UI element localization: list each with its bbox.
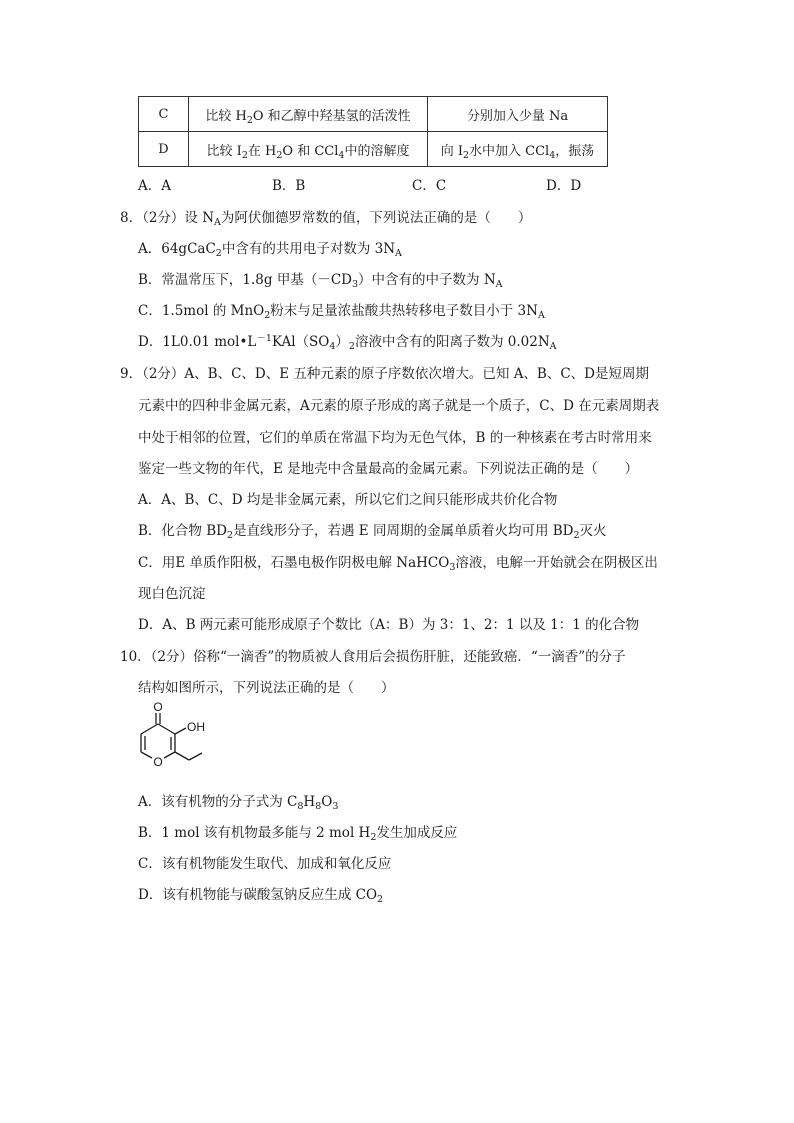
q8-option-c: C．1.5mol 的 MnO$_2$粉末与足量浓盐酸共热转移电子数目小于 $3N_A$ xyxy=(138,303,545,321)
q9-stem-line: 9．（2分）A、B、C、D、E 五种元素的原子序数依次增大。已知 A、B、C、D是短周期 xyxy=(120,366,650,382)
maltol-structure-diagram xyxy=(138,700,228,780)
table-row xyxy=(139,132,608,167)
q10-option-b: B．1 mol 该有机物最多能与 2 mol $H_2$发生加成反应 xyxy=(138,825,458,843)
choice-b: B．B xyxy=(272,178,306,194)
q9-stem-line: 鉴定一些文物的年代，E 是地壳中含量最高的金属元素。下列说法正确的是（ ） xyxy=(138,461,639,477)
row-id: D xyxy=(139,132,189,167)
q8-option-b: B．常温常压下，1.8g 甲基$(-CD_3)$中含有的中子数为 $N_A$ xyxy=(138,272,503,290)
table-row xyxy=(139,97,608,132)
q9-option-c-cont: 现白色沉淀 xyxy=(138,586,206,602)
q9-option-b: B．化合物 $BD_2$是直线形分子，若遇 E 同周期的金属单质着火均可用 $BD_2$灭火 xyxy=(138,523,607,541)
q9-option-d: D．A、B 两元素可能形成原子个数比（A：B）为 3：1、2：1 以及 1：1 的化合物 xyxy=(138,617,640,633)
q8-stem: 8．（2分）设 $N_A$为阿伏伽德罗常数的值，下列说法正确的是（ ） xyxy=(120,210,532,228)
q9-option-c: C．用E 单质作阳极，石墨电极作阴极电解 NaHCO$_3$溶液，电解一开始就会在阴极区出 xyxy=(138,555,658,573)
experiment-purpose: 比较 $H_2O$ 和乙醇中羟基氢的活泼性 xyxy=(189,97,428,132)
q10-stem-line: 结构如图所示，下列说法正确的是（ ） xyxy=(138,680,395,696)
q9-stem-line: 中处于相邻的位置，它们的单质在常温下均为无色气体，B 的一种核素在考古时常用来 xyxy=(138,430,652,446)
experiment-operation: 分别加入少量 Na xyxy=(428,97,608,132)
experiment-operation: 向 $I_2$水中加入 CCl$_4$，振荡 xyxy=(428,132,608,167)
q10-option-a: A．该有机物的分子式为 $C_8H_8O_3$ xyxy=(138,794,339,812)
q8-option-a: A．64gCaC$_2$中含有的共用电子对数为 $3N_A$ xyxy=(138,241,402,259)
q10-stem-line: 10．（2分）俗称“一滴香”的物质被人食用后会损伤肝脏，还能致癌．“一滴香”的分子 xyxy=(120,649,626,665)
choice-d: D．D xyxy=(546,178,582,194)
carbonyl-oxygen-label: O xyxy=(153,700,163,714)
q9-stem-line: 元素中的四种非金属元素，A元素的原子形成的离子就是一个质子，C、D 在元素周期表 xyxy=(138,398,660,414)
q10-option-c: C．该有机物能发生取代、加成和氧化反应 xyxy=(138,856,392,872)
row-id: C xyxy=(139,97,189,132)
hydroxyl-label: OH xyxy=(187,720,205,734)
q10-option-d: D．该有机物能与碳酸氢钠反应生成 $CO_2$ xyxy=(138,887,384,905)
experiment-purpose: 比较 $I_2$在 $H_2O$ 和 CCl$_4$中的溶解度 xyxy=(189,132,428,167)
q9-option-a: A．A、B、C、D 均是非金属元素，所以它们之间只能形成共价化合物 xyxy=(138,492,558,508)
choice-c: C．C xyxy=(412,178,447,194)
experiment-table xyxy=(138,96,608,167)
q8-option-d: D．1L0.01 $mol•L^{-1}KAl(SO_4)_2$溶液中含有的阳离子数为 $0.02N_A$ xyxy=(138,333,557,352)
ring-oxygen-label: O xyxy=(153,755,163,769)
choice-a: A．A xyxy=(138,178,171,194)
